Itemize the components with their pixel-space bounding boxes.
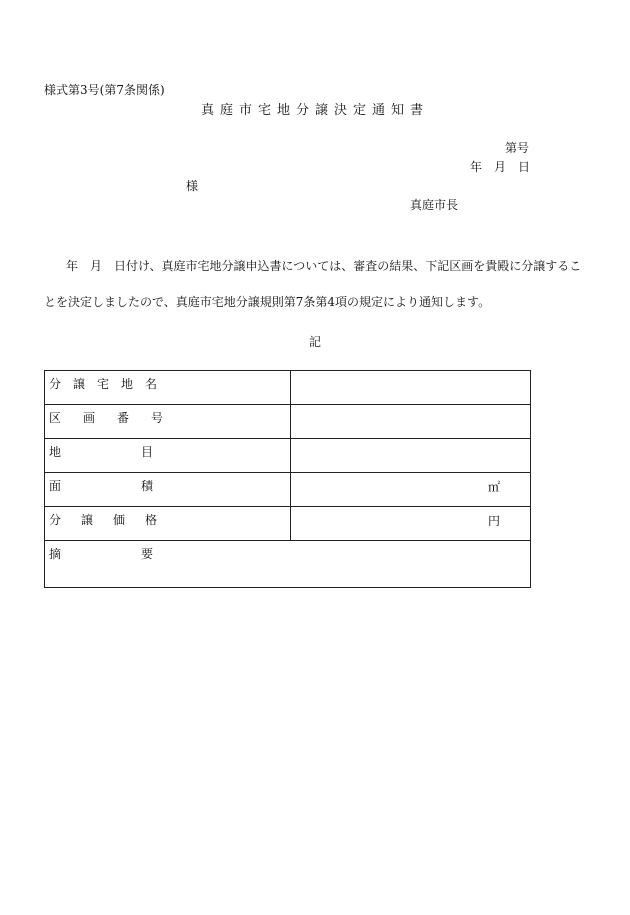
- row-label-parcel-number: 区画番号: [49, 411, 186, 425]
- row-label-lot-name: 分譲宅地名: [49, 377, 170, 391]
- table-row: [45, 507, 531, 541]
- table-row: [45, 371, 531, 405]
- sender: 真庭市長: [410, 198, 459, 212]
- value-cell: [291, 371, 531, 405]
- value-cell: [291, 473, 531, 507]
- table-row: [45, 439, 531, 473]
- form-code: 様式第3号(第7条関係): [44, 83, 165, 97]
- addressee: 様: [186, 179, 199, 193]
- row-label-area: 面積: [49, 479, 234, 493]
- remarks-cell: [45, 541, 531, 588]
- body-text-line-1: 年 月 日付け、真庭市宅地分譲申込書については、審査の結果、下記区画を貴殿に分譲するこ: [66, 259, 582, 273]
- label-cell: [45, 405, 291, 439]
- body-text-line-2: とを決定しましたので、真庭市宅地分譲規則第7条第4項の規定により通知します。: [44, 295, 491, 309]
- value-cell: [291, 405, 531, 439]
- label-cell: [45, 371, 291, 405]
- table-row: [45, 541, 531, 588]
- table-row: [45, 473, 531, 507]
- price-unit: 円: [487, 514, 500, 528]
- area-unit: ㎡: [487, 480, 500, 494]
- label-cell: [45, 473, 291, 507]
- label-cell: [45, 439, 291, 473]
- detail-table: [44, 370, 531, 588]
- row-label-remarks: 摘要: [49, 547, 234, 561]
- page-title: 真庭市宅地分譲決定通知書: [200, 103, 429, 118]
- value-cell: [291, 507, 531, 541]
- row-label-price: 分譲価格: [49, 513, 178, 527]
- document-date: 年 月 日: [470, 160, 531, 174]
- table-row: [45, 405, 531, 439]
- row-label-land-category: 地目: [49, 445, 234, 459]
- document-number: 第号: [505, 141, 530, 155]
- label-cell: [45, 507, 291, 541]
- ki-heading: 記: [308, 335, 321, 349]
- value-cell: [291, 439, 531, 473]
